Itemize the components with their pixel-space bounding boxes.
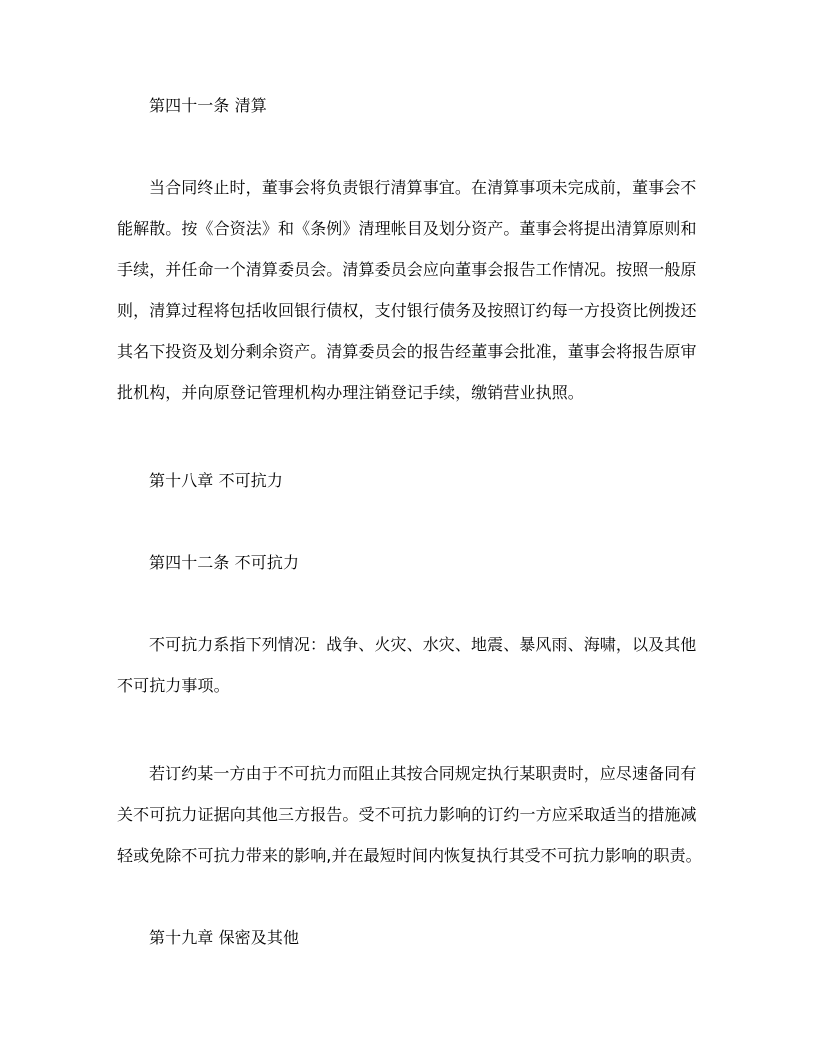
chapter-18-heading: 第十八章 不可抗力 [149, 471, 283, 490]
section-42-para1-line-2: 不可抗力事项。 [117, 676, 230, 695]
section-42-para2-line-1: 若订约某一方由于不可抗力而阻止其按合同规定执行某职责时，应尽速备同有 [149, 764, 697, 783]
chapter-19-heading: 第十九章 保密及其他 [149, 928, 300, 947]
section-41-heading: 第四十一条 清算 [149, 96, 267, 115]
section-41-body-line-6: 批机构，并向原登记管理机构办理注销登记手续，缴销营业执照。 [117, 383, 584, 402]
section-42-para2-line-3: 轻或免除不可抗力带来的影响,并在最短时间内恢复执行其受不可抗力影响的职责。 [117, 846, 702, 865]
section-42-heading: 第四十二条 不可抗力 [149, 553, 300, 572]
section-42-para2-line-2: 关不可抗力证据向其他三方报告。受不可抗力影响的订约一方应采取适当的措施减 [117, 805, 697, 824]
section-41-body-line-5: 其名下投资及划分剩余资产。清算委员会的报告经董事会批准，董事会将报告原审 [117, 342, 697, 361]
section-42-para1-line-1: 不可抗力系指下列情况：战争、火灾、水灾、地震、暴风雨、海啸，以及其他 [149, 635, 697, 654]
section-41-body-line-3: 手续，并任命一个清算委员会。清算委员会应向董事会报告工作情况。按照一般原 [117, 260, 697, 279]
section-41-body-line-1: 当合同终止时，董事会将负责银行清算事宜。在清算事项未完成前，董事会不 [149, 178, 697, 197]
section-41-body-line-4: 则，清算过程将包括收回银行债权，支付银行债务及按照订约每一方投资比例拨还 [117, 301, 697, 320]
section-41-body-line-2: 能解散。按《合资法》和《条例》清理帐目及划分资产。董事会将提出清算原则和 [117, 219, 697, 238]
